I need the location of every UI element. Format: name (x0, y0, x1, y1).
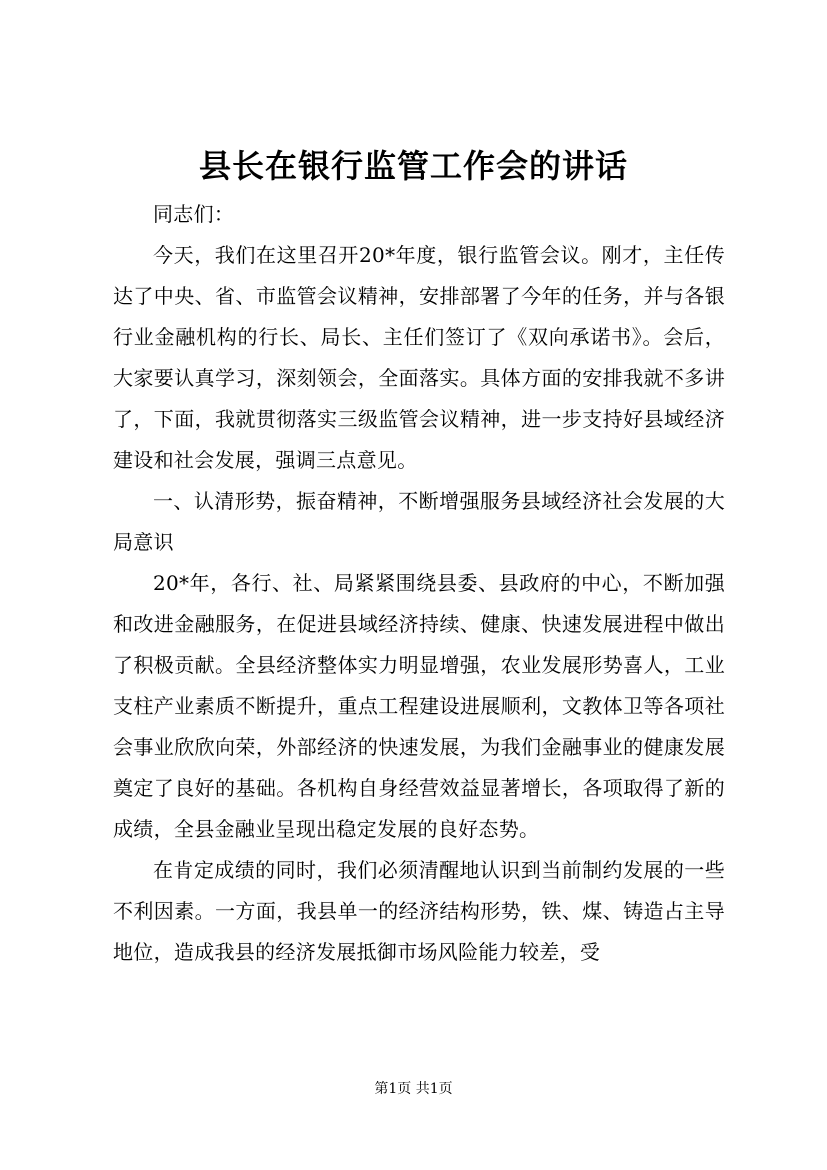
document-body (113, 194, 725, 973)
paragraph-3: 20*年，各行、社、局紧紧围绕县委、县政府的中心，不断加强和改进金融服务，在促进县域经济持续、健康、快速发展进程中做出了积极贡献。全县经济整体实力明显增强，农业发展形势喜人，工业支柱产业素质不断提升，重点工程建设进展顺利，文教体卫等各项社会事业欣欣向荣，外部经济的快速发展，为我们金融事业的健康发展奠定了良好的基础。各机构自身经营效益显著增长，各项取得了新的成绩，全县金融业呈现出稳定发展的良好态势。 (113, 571, 725, 841)
document-title: 县长在银行监管工作会的讲话 (198, 147, 628, 185)
paragraph-1: 今天，我们在这里召开20*年度，银行监管会议。刚才，主任传达了中央、省、市监管会议精神，安排部署了今年的任务，并与各银行业金融机构的行长、局长、主任们签订了《双向承诺书》。会后，大家要认真学习，深刻领会，全面落实。具体方面的安排我就不多讲了，下面，我就贯彻落实三级监管会议精神，进一步支持好县域经济建设和社会发展，强调三点意见。 (113, 243, 725, 472)
paragraph-4: 在肯定成绩的同时，我们必须清醒地认识到当前制约发展的一些不利因素。一方面，我县单一的经济结构形势，铁、煤、铸造占主导地位，造成我县的经济发展抵御市场风险能力较差，受 (113, 858, 725, 964)
page-footer: 第1页 共1页 (374, 1081, 453, 1097)
salutation: 同志们： (153, 202, 235, 226)
paragraph-2-heading: 一、认清形势，振奋精神，不断增强服务县域经济社会发展的大局意识 (113, 489, 725, 554)
